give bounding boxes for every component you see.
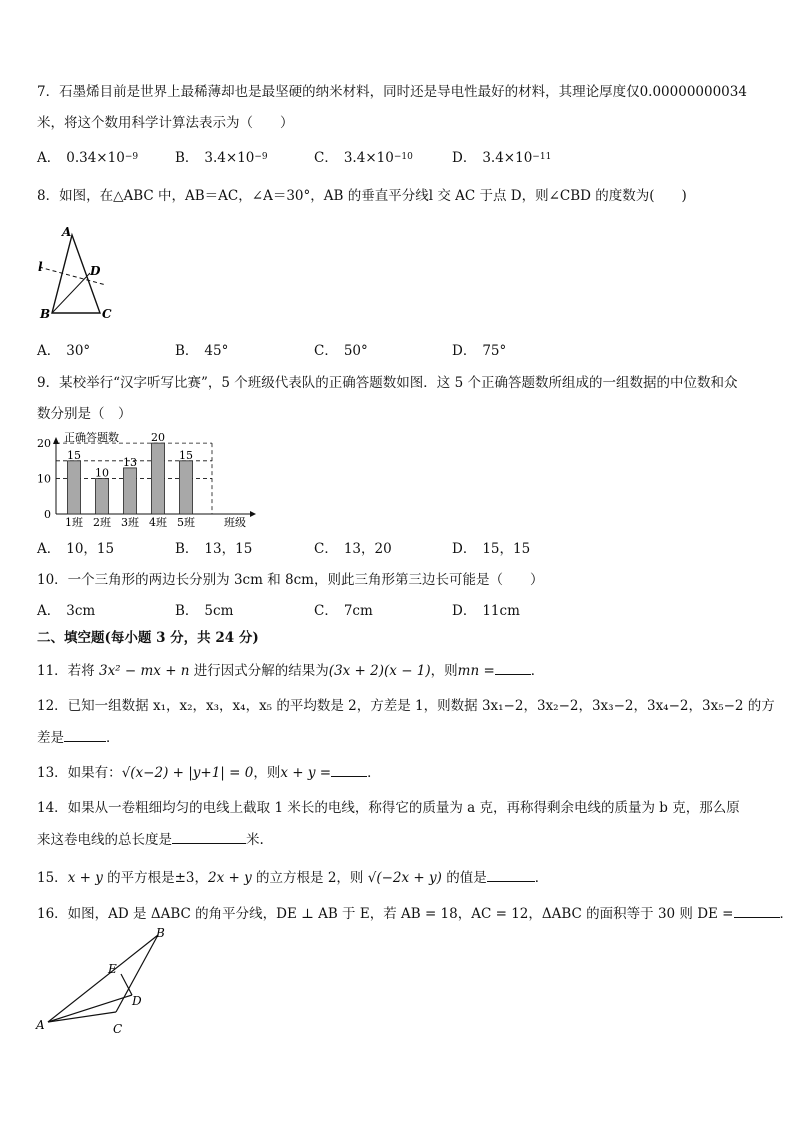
q8-options: [37, 341, 757, 361]
q9-option-b[interactable]: B． 13，15: [175, 541, 253, 557]
q15-answer-blank[interactable]: [487, 867, 535, 882]
q10-option-a[interactable]: A． 3cm: [37, 603, 96, 619]
q8-option-c[interactable]: C． 50°: [314, 343, 368, 359]
chart-xlabel: 班级: [224, 516, 246, 529]
q15-stem: 15．x + y 的平方根是±3，2x + y 的立方根是 2，则 √(−2x + y) 的值是 ．: [37, 867, 764, 888]
q9-bar-chart: [34, 428, 259, 534]
q7-option-a[interactable]: A． $0.34\times 10^{-9}$: [37, 150, 139, 166]
chart-y-tick-label: 0: [44, 508, 51, 521]
q10-option-c[interactable]: C． 7cm: [314, 603, 373, 619]
q12-stem-line2: 差是 ．: [37, 727, 764, 748]
q8-label-l: l: [38, 260, 43, 274]
chart-x-tick-label: 2班: [93, 516, 111, 529]
chart-y-tick-label: 10: [37, 472, 51, 486]
chart-data-label: 20: [151, 431, 165, 445]
q9-option-d[interactable]: D． 15，15: [452, 541, 531, 557]
q7-stem-line2: 米，将这个数用科学计算法表示为（ ）: [37, 115, 294, 131]
q9-option-c[interactable]: C． 13，20: [314, 541, 392, 557]
q9-stem-line1: 9．某校举行“汉字听写比赛”，5 个班级代表队的正确答题数如图．这 5 个正确答题数所组成的一组数据的中位数和众: [37, 375, 738, 391]
chart-bar: [124, 468, 137, 514]
section-fill-in-title: 二、填空题(每小题 3 分，共 24 分): [37, 630, 259, 646]
q8-label-b: B: [40, 307, 51, 321]
q7-stem-line1: 7．石墨烯目前是世界上最稀薄却也是最坚硬的纳米材料，同时还是导电性最好的材料，其理论厚度仅0.00000000034: [37, 84, 747, 100]
q7-options: [37, 148, 757, 168]
chart-bar: [68, 461, 81, 514]
q7-option-c[interactable]: C． $3.4\times 10^{-10}$: [314, 150, 413, 166]
chart-bar: [180, 461, 193, 514]
q9-stem-line2: 数分别是（ ）: [37, 406, 132, 422]
q14-stem-line2: 来这卷电线的总长度是 米.: [37, 829, 764, 850]
chart-x-tick-label: 3班: [121, 516, 139, 529]
q16-label-c: C: [113, 1022, 123, 1036]
q8-option-a[interactable]: A． 30°: [37, 343, 91, 359]
q16-label-d: D: [132, 994, 142, 1008]
q8-triangle-figure: [34, 225, 124, 325]
q9-option-a[interactable]: A． 10，15: [37, 541, 115, 557]
q16-triangle-figure: [34, 925, 184, 1037]
q16-answer-blank[interactable]: [734, 903, 780, 918]
q10-option-d[interactable]: D． 11cm: [452, 603, 520, 619]
q8-label-c: C: [102, 307, 112, 321]
q13-answer-blank[interactable]: [331, 762, 367, 777]
chart-x-tick-label: 4班: [149, 516, 167, 529]
q13-stem: 13．如果有：√(x−2) + |y+1| = 0，则x + y = ．: [37, 762, 764, 783]
q11-stem: 11．若将 3x² − mx + n 进行因式分解的结果为(3x + 2)(x − 1)，则mn = ．: [37, 660, 764, 681]
q8-option-b[interactable]: B． 45°: [175, 343, 229, 359]
chart-data-label: 15: [179, 448, 193, 462]
q16-label-a: A: [36, 1018, 45, 1032]
q12-stem-line1: 12．已知一组数据 x₁，x₂，x₃，x₄，x₅ 的平均数是 2，方差是 1，则数据 3x₁−2，3x₂−2，3x₃−2，3x₄−2，3x₅−2 的方: [37, 698, 775, 714]
q11-answer-blank[interactable]: [495, 660, 531, 675]
chart-x-axis-arrow: [250, 511, 256, 517]
q16-stem: 16．如图，AD 是 ΔABC 的角平分线，DE ⊥ AB 于 E，若 AB = 18，AC = 12，ΔABC 的面积等于 30 则 DE = ．: [37, 903, 764, 924]
chart-ylabel: 正确答题数: [64, 431, 119, 444]
chart-bar: [96, 479, 109, 514]
q10-option-b[interactable]: B． 5cm: [175, 603, 234, 619]
q16-label-b: B: [156, 926, 165, 940]
chart-data-label: 15: [67, 448, 81, 462]
q10-stem: 10．一个三角形的两边长分别为 3cm 和 8cm，则此三角形第三边长可能是（ ）: [37, 572, 544, 588]
chart-x-tick-label: 5班: [177, 516, 195, 529]
chart-x-tick-label: 1班: [65, 516, 83, 529]
q7-option-d[interactable]: D． $3.4\times 10^{-11}$: [452, 150, 552, 166]
chart-bar: [152, 443, 165, 514]
q8-label-d: D: [90, 264, 101, 278]
q7-option-b[interactable]: B． $3.4\times 10^{-9}$: [175, 150, 268, 166]
q8-label-a: A: [62, 225, 72, 239]
chart-y-tick-label: 20: [37, 437, 51, 451]
q14-stem-line1: 14．如果从一卷粗细均匀的电线上截取 1 米长的电线，称得它的质量为 a 克，再称得剩余电线的质量为 b 克，那么原: [37, 800, 740, 816]
q10-options: [37, 601, 757, 621]
q12-answer-blank[interactable]: [64, 727, 106, 742]
q8-stem: 8．如图，在△ABC 中，AB＝AC，∠A＝30°，AB 的垂直平分线l 交 AC 于点 D，则∠CBD 的度数为( ): [37, 188, 687, 204]
q9-options: [37, 539, 757, 559]
q16-label-e: E: [108, 962, 117, 976]
chart-data-label: 13: [123, 455, 137, 469]
q8-option-d[interactable]: D． 75°: [452, 343, 507, 359]
q14-answer-blank[interactable]: [172, 829, 246, 844]
chart-data-label: 10: [95, 466, 109, 480]
